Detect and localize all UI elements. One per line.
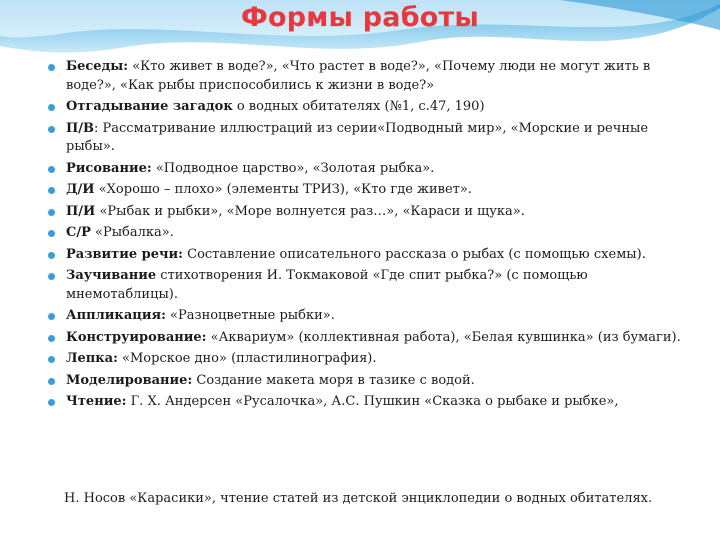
list-item — [66, 224, 694, 243]
item-label: П/И — [66, 203, 96, 219]
item-label: Моделирование: — [66, 372, 193, 388]
bullet-icon — [48, 209, 55, 216]
item-text: стихотворения И. Токмаковой «Где спит рыбка?» (с помощью мнемотаблицы). — [66, 268, 588, 302]
bullet-icon — [48, 104, 55, 111]
bullet-icon — [48, 126, 55, 133]
item-label: Беседы: — [66, 59, 129, 74]
item-label: Рисование: — [66, 160, 152, 176]
list-item — [66, 58, 694, 95]
bullet-icon — [48, 273, 55, 280]
item-text: о водных обитателях (№1, с.47, 190) — [232, 99, 485, 114]
list-item — [66, 267, 694, 304]
item-label: Конструирование: — [66, 329, 207, 345]
item-text: «Подводное царство», «Золотая рыбка». — [151, 160, 435, 176]
bullet-icon — [48, 230, 55, 237]
work-forms-list — [66, 58, 694, 415]
bullet-icon — [48, 166, 55, 173]
list-item — [66, 160, 694, 179]
list-item — [66, 246, 694, 265]
item-text: Составление описательного рассказа о рыбах (с помощью схемы). — [182, 246, 646, 262]
bullet-icon — [48, 356, 55, 363]
list-item — [66, 203, 694, 222]
item-text: «Морское дно» (пластилинография). — [117, 351, 377, 366]
list-item — [66, 307, 694, 326]
list-item — [66, 329, 694, 348]
item-text: «Аквариум» (коллективная работа), «Белая кувшинка» (из бумаги). — [206, 329, 681, 345]
bullet-icon — [48, 313, 55, 320]
item-label: Чтение: — [66, 394, 127, 409]
bullet-icon — [48, 187, 55, 194]
list-item — [66, 98, 694, 117]
item-label: Аппликация: — [66, 308, 166, 323]
item-text: Г. Х. Андерсен «Русалочка», А.С. Пушкин «Сказка о рыбаке и рыбке», — [126, 394, 619, 409]
bullet-icon — [48, 378, 55, 385]
item-label: Заучивание — [66, 268, 157, 283]
bullet-icon — [48, 399, 55, 406]
item-text: «Кто живет в воде?», «Что растет в воде?», «Почему люди не могут жить в воде?», «Как рыбы приспособились к жизни в воде?» — [66, 59, 651, 93]
item-text: «Рыбак и рыбки», «Море волнуется раз…», «Караси и щука». — [95, 203, 525, 219]
bullet-icon — [48, 335, 55, 342]
bullet-icon — [48, 252, 55, 259]
slide-title: Формы работы — [241, 2, 479, 33]
item-label: Д/И — [66, 182, 95, 197]
item-label: Отгадывание загадок — [66, 99, 233, 114]
list-item — [66, 372, 694, 391]
item-text: «Рыбалка». — [90, 225, 174, 240]
item-text: «Хорошо – плохо» (элементы ТРИЗ), «Кто где живет». — [94, 182, 472, 197]
reading-continuation: Н. Носов «Карасики», чтение статей из детской энциклопедии о водных обитателях. — [64, 491, 653, 506]
item-text: : Рассматривание иллюстраций из серии«Подводный мир», «Морские и речные рыбы». — [66, 120, 649, 154]
item-label: С/Р — [66, 225, 91, 240]
list-item — [66, 120, 694, 157]
item-label: Лепка: — [66, 351, 118, 366]
item-label: П/В — [66, 120, 95, 136]
bullet-icon — [48, 64, 55, 71]
list-item — [66, 350, 694, 369]
item-text: «Разноцветные рыбки». — [165, 308, 335, 323]
list-item — [66, 181, 694, 200]
list-item — [66, 393, 694, 412]
item-label: Развитие речи: — [66, 246, 183, 262]
item-text: Создание макета моря в тазике с водой. — [192, 372, 475, 388]
